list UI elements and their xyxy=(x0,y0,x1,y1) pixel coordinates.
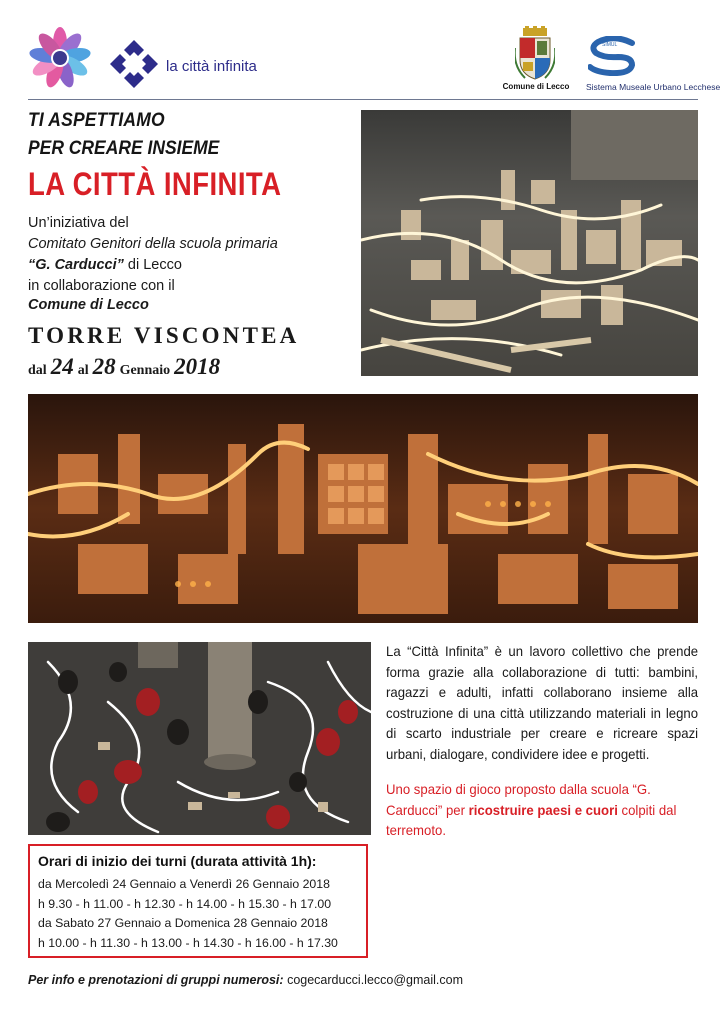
intro-line5: Comune di Lecco xyxy=(28,297,149,313)
schedule-title: Orari di inizio dei turni (durata attività 1h): xyxy=(38,853,317,869)
city-crest-icon xyxy=(515,26,555,80)
intro-line1: Un’iniziativa del xyxy=(28,215,129,231)
headline-line2: PER CREARE INSIEME xyxy=(28,138,220,159)
flower-logo-icon xyxy=(28,26,92,90)
venue-name: TORRE VISCONTEA xyxy=(28,323,300,348)
contact-label: Per info e prenotazioni di gruppi numerosi xyxy=(28,973,280,987)
children-building-photo xyxy=(28,642,371,835)
description-highlight: Uno spazio di gioco proposto dalla scuola “G. Carducci” per ricostruire paesi e cuori colpiti dal terremoto. xyxy=(386,781,677,838)
municipality-label: Comune di Lecco xyxy=(502,82,570,91)
schedule-box xyxy=(28,844,368,958)
schedule-row: da Sabato 27 Gennaio a Domenica 28 Gennaio 2018 xyxy=(38,916,328,930)
schedule-row: h 9.30 - h 11.00 - h 12.30 - h 14.00 - h 15.30 - h 17.00 xyxy=(38,896,332,911)
intro-line4: in collaborazione con il xyxy=(28,278,175,294)
schedule-row: da Mercoledì 24 Gennaio a Venerdì 26 Gennaio 2018 xyxy=(38,877,330,891)
event-title: LA CITTÀ INFINITA xyxy=(28,166,282,202)
cube-logo-icon xyxy=(108,38,160,90)
brand-name: la città infinita xyxy=(166,58,257,75)
contact-footer: Per info e prenotazioni di gruppi numerosi: cogecarducci.lecco@gmail.com xyxy=(28,973,464,987)
description-text: La “Città Infinita” è un lavoro collettivo che prende forma grazie alla collaborazione di tutti: bambini, ragazzi e adulti, infatti collaborano insieme alla costruzione di una città utilizzando materiali in legno di scarto industriale per creare e ricreare spazi urbani, dialogare, condividere idee e progetti. xyxy=(386,643,699,762)
simul-logo-icon xyxy=(588,36,638,76)
intro-line2: Comitato Genitori della scuola primaria xyxy=(28,236,278,252)
museum-label: Sistema Museale Urbano Lecchese xyxy=(586,82,721,92)
wooden-city-photo-top xyxy=(361,110,698,376)
wooden-city-photo-wide xyxy=(28,394,698,623)
intro-line3: “G. Carducci” di Lecco xyxy=(28,257,182,273)
headline-line1: TI ASPETTIAMO xyxy=(28,110,165,131)
event-dates: dal 24 al 28 Gennaio 2018 xyxy=(28,354,221,379)
schedule-row: h 10.00 - h 11.30 - h 13.00 - h 14.30 - h 16.00 - h 17.30 xyxy=(38,935,338,950)
simul-logo-text: SIMUL xyxy=(602,42,618,48)
header-divider xyxy=(28,99,698,100)
contact-email[interactable]: cogecarducci.lecco@gmail.com xyxy=(287,973,464,987)
